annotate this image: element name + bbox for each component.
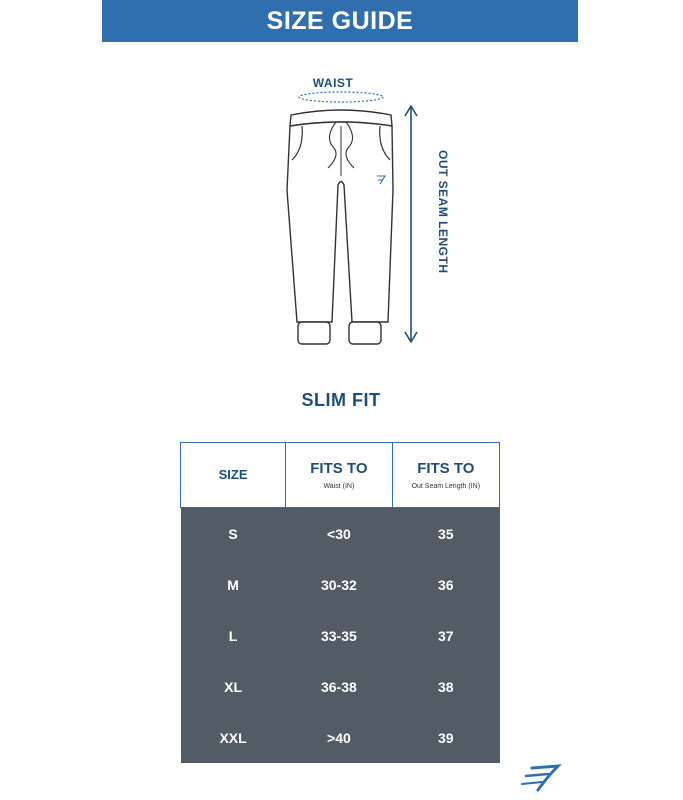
size-table: [180, 442, 500, 763]
waist-cell: 30-32: [320, 576, 357, 593]
outseam-cell: 36: [438, 576, 454, 593]
header-outseam: [392, 443, 499, 508]
outseam-cell: 35: [438, 525, 454, 542]
banner-title: SIZE GUIDE: [266, 6, 414, 35]
table-row: [181, 661, 500, 712]
table-row: [181, 712, 500, 763]
table-row: [181, 508, 500, 560]
outseam-cell: 38: [438, 678, 454, 695]
size-cell: XXL: [219, 729, 247, 746]
header-size: [181, 443, 286, 508]
header-waist: [286, 443, 392, 508]
waist-cell: >40: [327, 729, 351, 746]
fit-title: SLIM FIT: [301, 390, 381, 410]
table-row: [181, 610, 500, 661]
outseam-cell: 39: [438, 729, 454, 746]
outseam-cell: 37: [438, 627, 454, 644]
outseam-label: OUT SEAM LENGTH: [436, 150, 450, 274]
waist-cell: 36-38: [320, 678, 357, 695]
left-cuff: [298, 322, 330, 344]
size-cell: L: [228, 627, 238, 644]
size-cell: XL: [224, 678, 243, 695]
brand-logo-icon: [518, 762, 562, 794]
header-waist-label: FITS TO: [310, 460, 368, 477]
header-outseam-unit: Out Seam Length (IN): [411, 483, 481, 490]
table-row: [181, 559, 500, 610]
waist-measure-ellipse: [299, 92, 383, 102]
size-cell: M: [227, 576, 239, 593]
right-cuff: [349, 322, 381, 344]
waist-cell: <30: [327, 525, 351, 542]
header-outseam-label: FITS TO: [417, 460, 475, 477]
waist-label: WAIST: [312, 76, 354, 90]
waist-cell: 33-35: [320, 627, 357, 644]
header-waist-unit: Waist (IN): [323, 483, 355, 490]
header-size-label: SIZE: [218, 467, 248, 482]
table-header-row: [181, 443, 500, 508]
size-cell: S: [228, 525, 238, 542]
pants-outline: [287, 122, 393, 322]
